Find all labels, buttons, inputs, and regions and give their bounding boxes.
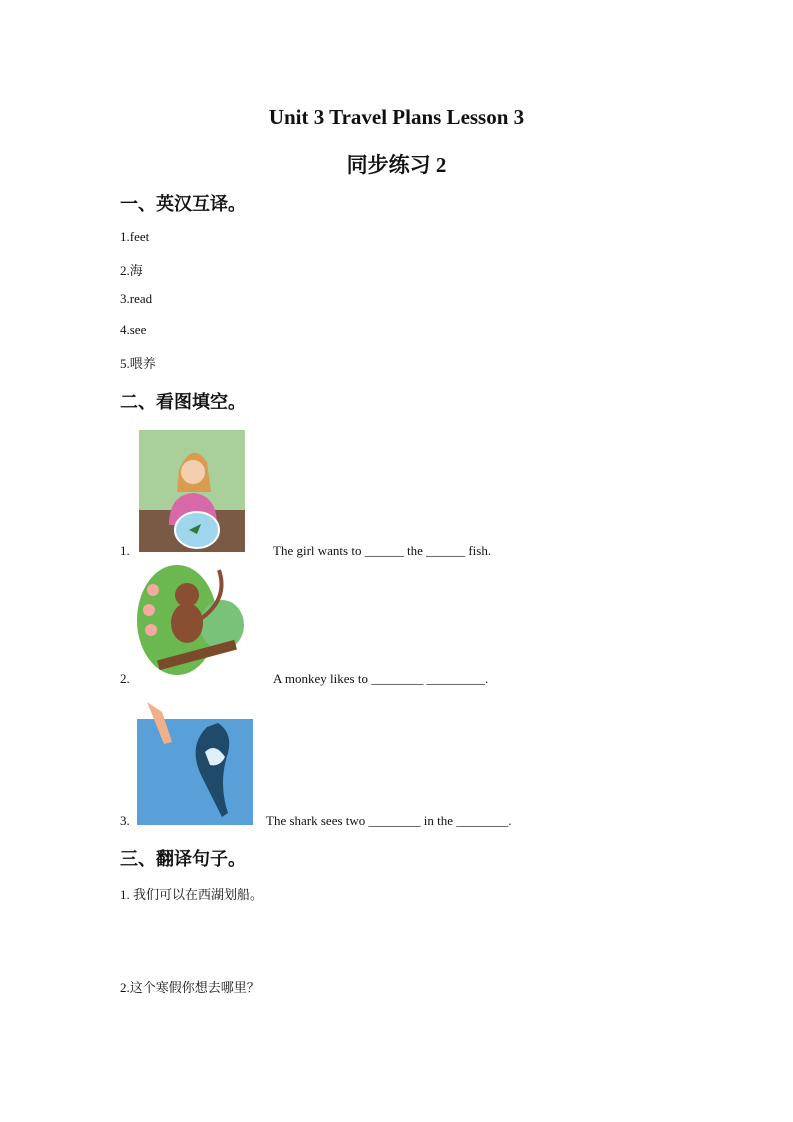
monkey-in-tree-image <box>137 565 245 680</box>
translation-item: 1. 我们可以在西湖划船。 <box>120 887 264 902</box>
vocab-item: 4.see <box>120 322 147 337</box>
vocab-item: 3.read <box>120 291 153 306</box>
item-number: 1. <box>120 543 130 558</box>
translation-item: 2.这个寒假你想去哪里？ <box>120 980 260 995</box>
item-number: 2. <box>120 671 130 686</box>
item-number: 3. <box>120 813 130 828</box>
fill-blank-sentence: A monkey likes to ________ _________. <box>273 671 489 686</box>
girl-feeding-fish-image <box>139 430 245 552</box>
vocab-item: 2.海 <box>120 263 143 278</box>
fill-blank-sentence: The shark sees two ________ in the ________. <box>266 813 512 828</box>
shark-swimmers-image <box>137 697 253 825</box>
section-2-heading: 二、看图填空。 <box>120 392 246 413</box>
vocab-item: 1.feet <box>120 229 150 244</box>
document-title: Unit 3 Travel Plans Lesson 3 <box>268 105 525 129</box>
vocab-item: 5.喂养 <box>120 356 156 371</box>
document-subtitle: 同步练习 2 <box>346 153 447 177</box>
section-1-heading: 一、英汉互译。 <box>120 194 246 215</box>
fill-blank-sentence: The girl wants to ______ the ______ fish. <box>273 543 492 558</box>
section-3-heading: 三、翻译句子。 <box>120 849 246 870</box>
